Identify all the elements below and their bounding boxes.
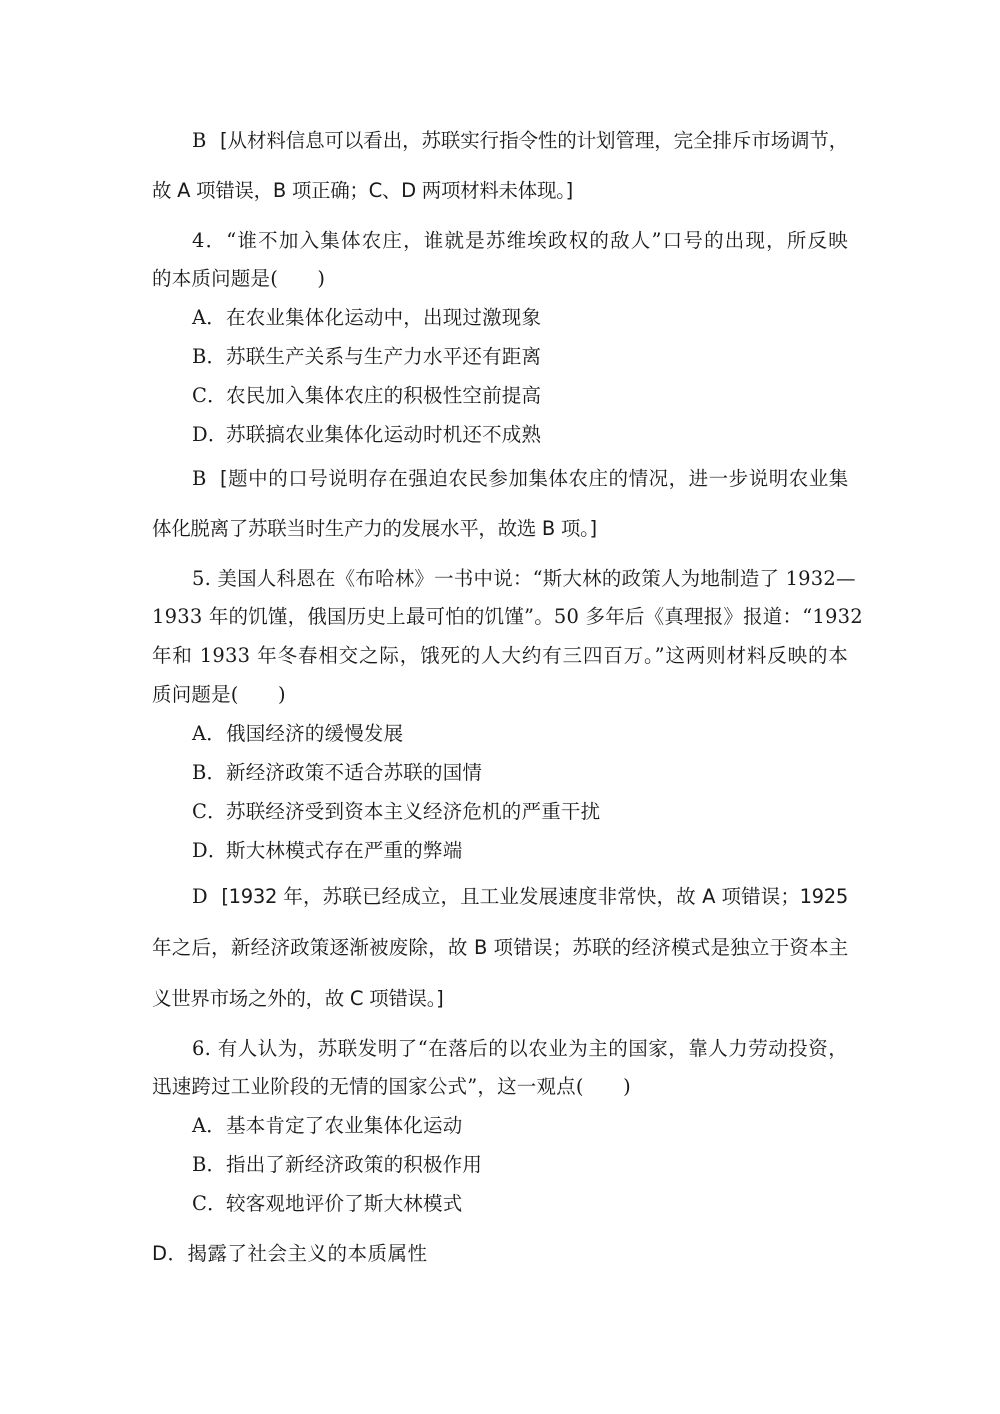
q3-answer-line-2: 故 A 项错误，B 项正确；C、D 两项材料未体现。] xyxy=(152,179,573,202)
q5-stem-line-1: 5. 美国人科恩在《布哈林》一书中说：“斯大林的政策人为地制造了 1932— xyxy=(192,567,856,590)
q5-answer-line-2: 年之后，新经济政策逐渐被废除，故 B 项错误；苏联的经济模式是独立于资本主 xyxy=(152,936,848,959)
q5-stem-line-4: 质问题是( ) xyxy=(152,683,286,706)
q5-option-c[interactable]: C．苏联经济受到资本主义经济危机的严重干扰 xyxy=(192,800,601,823)
q4-option-c[interactable]: C．农民加入集体农庄的积极性空前提高 xyxy=(192,384,542,407)
q6-option-b[interactable]: B．指出了新经济政策的积极作用 xyxy=(192,1153,483,1176)
q6-stem-line-2: 迅速跨过工业阶段的无情的国家公式”，这一观点( ) xyxy=(152,1075,631,1098)
q4-answer-line-2: 体化脱离了苏联当时生产力的发展水平，故选 B 项。] xyxy=(152,517,597,540)
q4-answer-letter: B xyxy=(192,467,207,490)
q3-answer-line-1 xyxy=(192,128,848,154)
q4-stem-line-2: 的本质问题是( ) xyxy=(152,267,326,290)
q3-answer-text-1: [从材料信息可以看出，苏联实行指令性的计划管理，完全排斥市场调节， xyxy=(220,129,848,152)
q5-option-a[interactable]: A．俄国经济的缓慢发展 xyxy=(192,722,404,745)
q4-option-d[interactable]: D．苏联搞农业集体化运动时机还不成熟 xyxy=(192,423,542,446)
q3-answer-letter: B xyxy=(192,129,207,152)
q4-option-a[interactable]: A．在农业集体化运动中，出现过激现象 xyxy=(192,306,542,329)
q5-stem-line-3: 年和 1933 年冬春相交之际，饿死的人大约有三四百万。”这两则材料反映的本 xyxy=(152,644,848,667)
q6-stem-line-1: 6. 有人认为，苏联发明了“在落后的以农业为主的国家，靠人力劳动投资， xyxy=(192,1037,848,1060)
q5-stem-line-2: 1933 年的饥馑，俄国历史上最可怕的饥馑”。50 多年后《真理报》报道：“1932 xyxy=(152,605,863,628)
q6-option-d[interactable]: D．揭露了社会主义的本质属性 xyxy=(152,1242,428,1265)
q5-answer-line-1: D [1932 年，苏联已经成立，且工业发展速度非常快，故 A 项错误；1925 xyxy=(192,885,848,908)
q5-option-b[interactable]: B．新经济政策不适合苏联的国情 xyxy=(192,761,483,784)
q5-answer-line-3: 义世界市场之外的，故 C 项错误。] xyxy=(152,987,444,1010)
q6-option-a[interactable]: A．基本肯定了农业集体化运动 xyxy=(192,1114,463,1137)
q4-option-b[interactable]: B．苏联生产关系与生产力水平还有距离 xyxy=(192,345,542,368)
q4-stem-line-1: 4．“谁不加入集体农庄，谁就是苏维埃政权的敌人”口号的出现，所反映 xyxy=(192,229,848,252)
q4-answer-line-1: B [题中的口号说明存在强迫农民参加集体农庄的情况，进一步说明农业集 xyxy=(192,467,848,490)
q5-answer-letter: D xyxy=(192,885,208,908)
q5-option-d[interactable]: D．斯大林模式存在严重的弊端 xyxy=(192,839,463,862)
q6-option-c[interactable]: C．较客观地评价了斯大林模式 xyxy=(192,1192,463,1215)
